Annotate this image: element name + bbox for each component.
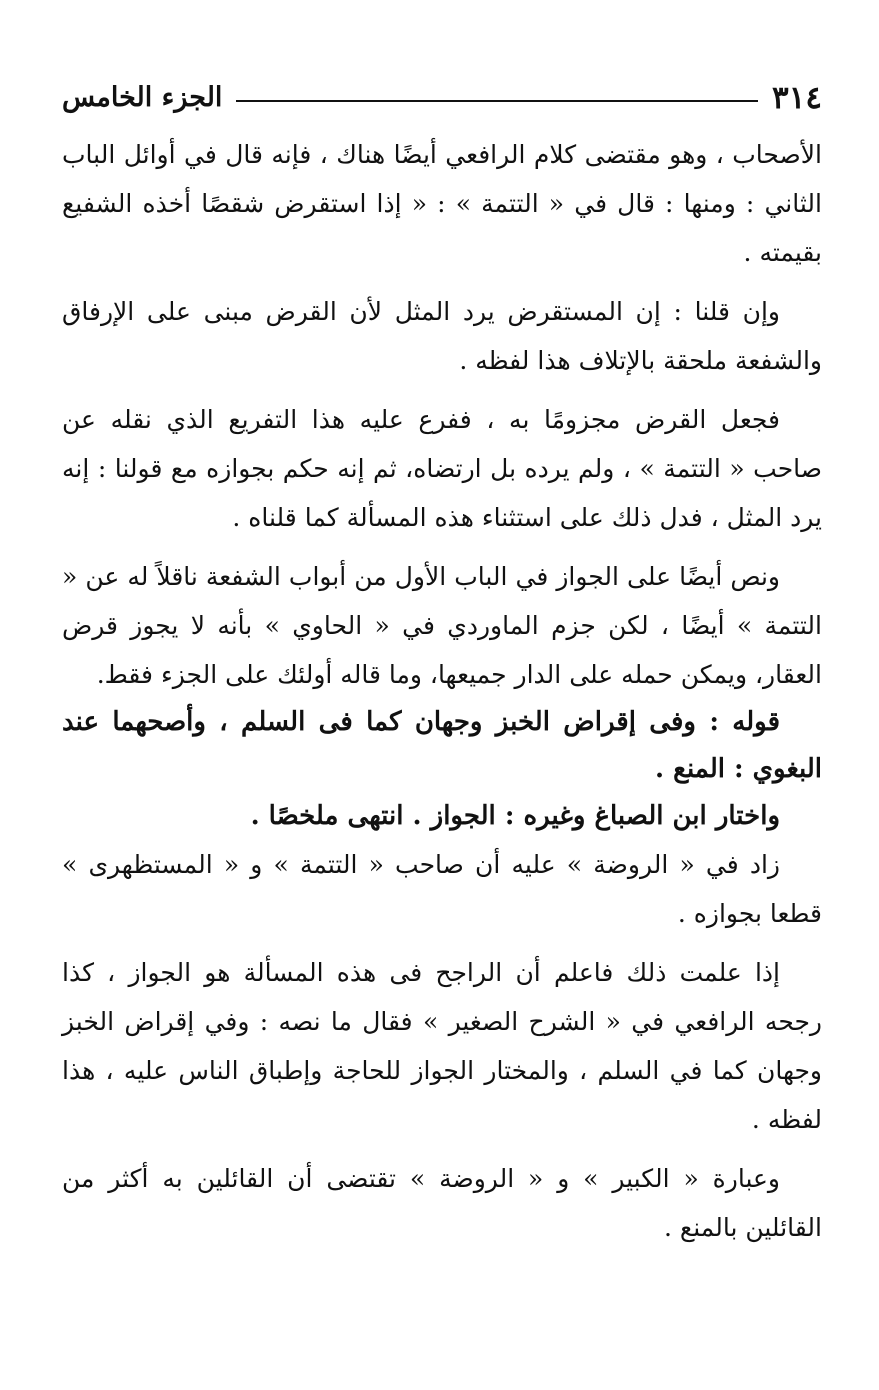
running-title: الجزء الخامس [62,82,223,113]
paragraph-6: إذا علمت ذلك فاعلم أن الراجح فى هذه المسألة هو الجواز ، كذا رجحه الرافعي في « الشرح الصغير » فقال ما نصه : وفي إقراض الخبز وجهان كما في السلم ، والمختار الجواز للحاجة وإطباق الناس عليه ، هذا لفظه . [62,958,822,1134]
paragraph-7: وعبارة « الكبير » و « الروضة » تقتضى أن القائلين به أكثر من القائلين بالمنع . [62,1164,822,1242]
quoted-statement-continued: واختار ابن الصباغ وغيره : الجواز . انتهى ملخصًا . [250,801,780,831]
paragraph-4: ونص أيضًا على الجواز في الباب الأول من أبواب الشفعة ناقلاً له عن « التتمة » أيضًا ، لكن جزم الماوردي في « الحاوي » بأنه لا يجوز قرض العقار، ويمكن حمله على الدار جميعها، وما قاله أولئك على الجزء فقط. [62,562,822,689]
paragraph-2: وإن قلنا : إن المستقرض يرد المثل لأن القرض مبنى على الإرفاق والشفعة ملحقة بالإتلاف هذا لفظه . [62,297,822,375]
page-header [62,76,822,120]
paragraph-1: الأصحاب ، وهو مقتضى كلام الرافعي أيضًا هناك ، فإنه قال في أوائل الباب الثاني : ومنها : قال في « التتمة » : « إذا استقرض شقصًا أخذه الشفيع بقيمته . [62,140,822,267]
book-page [62,76,822,1252]
paragraph-3: فجعل القرض مجزومًا به ، ففرع عليه هذا التفريع الذي نقله عن صاحب « التتمة » ، ولم يرده بل ارتضاه، ثم إنه حكم بجوازه مع قولنا : إنه يرد المثل ، فدل ذلك على استثناء هذه المسألة كما قلناه . [62,405,822,532]
page-number: ٣١٤ [772,80,822,116]
header-rule [236,100,758,102]
page-body [62,130,822,1252]
paragraph-5: زاد في « الروضة » عليه أن صاحب « التتمة » و « المستظهرى » قطعا بجوازه . [62,850,822,928]
quoted-statement: قوله : وفى إقراض الخبز وجهان كما فى السلم ، وأصحهما عند البغوي : المنع . [62,707,822,784]
